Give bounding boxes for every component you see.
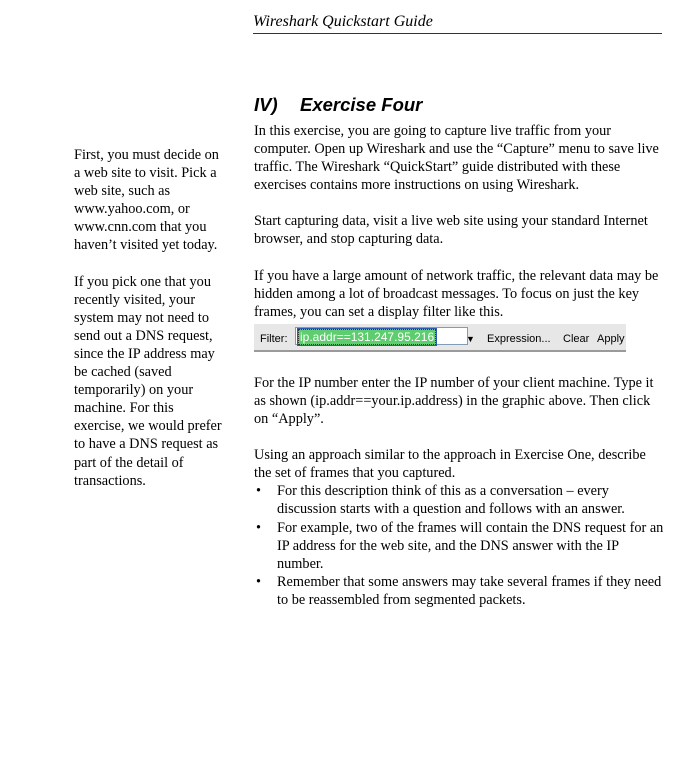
bullet-icon: • [256,483,262,500]
section-heading [254,94,664,116]
clear-button: Clear [563,332,590,345]
margin-note: First, you must decide on a web site to visit. Pick a web site, such as www.yahoo.com, or www.cnn.com that you haven’t visited yet today. [74,147,219,254]
bullet-icon: • [256,573,262,590]
list-item: • For this description think of this as a conversation – every discussion starts with a question and follows with an answer. [256,483,625,518]
body-paragraph: For the IP number enter the IP number of your client machine. Type it as shown (ip.addr==your.ip.address) in the graphic above. Then click on “Apply”. [254,374,654,428]
list-item: • Remember that some answers may take several frames if they need to be reassembled from segmented packets. [256,573,662,608]
apply-button: Apply [597,332,625,345]
expression-button: Expression... [487,332,551,345]
section-number: IV) [254,94,278,115]
main-content [254,94,664,609]
margin-notes [74,146,224,508]
body-paragraph: Start capturing data, visit a live web site using your standard Internet browser, and stop capturing data. [254,213,648,248]
filter-input [295,327,468,345]
triangle-down-icon: ▼ [466,333,475,344]
body-paragraph: In this exercise, you are going to capture live traffic from your computer. Open up Wireshark and use the “Capture” menu to save live traffic. The Wireshark “QuickStart” guide distributed with these exercises contains more instructions on using Wireshark. [254,123,659,194]
body-paragraph: If you have a large amount of network traffic, the relevant data may be hidden among a lot of broadcast messages. To focus on just the key frames, you can set a display filter like this. [254,267,659,320]
body-paragraph: Using an approach similar to the approach in Exercise One, describe the set of frames that you captured. [254,447,646,482]
list-item: • For example, two of the frames will contain the DNS request for an IP address for the web site, and the DNS answer with the IP number. [256,519,664,572]
margin-note: If you pick one that you recently visited, your system may not need to send out a DNS request, since the IP address may be cached (saved temporarily) on your machine. For this exercise, we would prefer to have a DNS request as part of the detail of transactions. [74,273,222,489]
header-title: Wireshark Quickstart Guide [253,13,433,30]
wireshark-filter-toolbar-screenshot [254,323,626,352]
bullet-list [254,482,664,609]
filter-label: Filter: [260,332,288,345]
running-header [253,12,662,34]
section-title: Exercise Four [300,94,423,115]
filter-value: ip.addr==131.247.95.216 [300,329,435,344]
bullet-icon: • [256,519,262,536]
